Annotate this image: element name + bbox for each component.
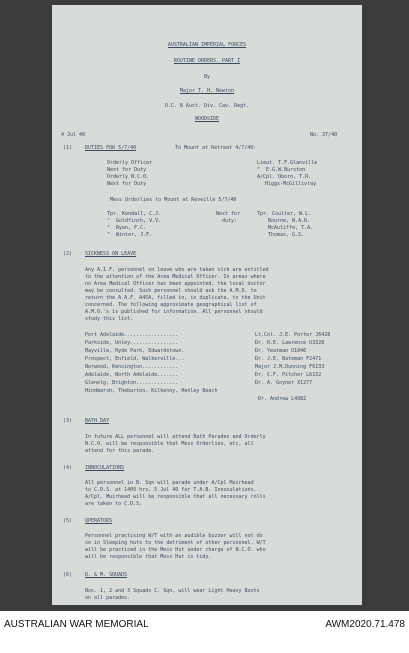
area-name: Port Adelaide.................. bbox=[85, 332, 179, 338]
section-title: DUTIES FOR 5/7/40 bbox=[85, 145, 137, 151]
area-doctor: Dr. Yeatman U1046 bbox=[255, 348, 307, 354]
paragraph-line: to the attention of the Area Medical Officer. In areas where bbox=[85, 274, 266, 280]
footer-bar bbox=[0, 611, 409, 653]
paragraph-line: Any A.I.F. personnel on leave who are taken sick are entitled bbox=[85, 267, 269, 273]
paragraph-line: will be practiced in the Mess Hut under charge of N.C.O. who bbox=[85, 547, 266, 553]
paragraph-line: return the A.A.F. A45A, filled in, in duplicate, to the Unit bbox=[85, 295, 266, 301]
mess-orderly-next: Bourne, W.A.R. bbox=[268, 218, 311, 224]
area-doctor: Dr. J.E. Bateman F2471 bbox=[255, 356, 322, 362]
section-number: (4) bbox=[63, 465, 73, 471]
section-title: BATH DAY bbox=[85, 418, 110, 424]
section-number: (1) bbox=[63, 145, 73, 151]
paragraph-line: so in Sleeping huts to the detriment of other personnel. W/T bbox=[85, 540, 266, 546]
header-officer: Major T. H. Newton bbox=[179, 88, 235, 94]
section-number: (6) bbox=[63, 572, 73, 578]
paragraph-line: are taken to C.D.S. bbox=[85, 501, 143, 507]
duty-role: Next for Duty bbox=[107, 181, 147, 187]
mess-orderly-next: McAuliffe, T.A. bbox=[268, 225, 314, 231]
paragraph-line: study this list. bbox=[85, 316, 134, 322]
paragraph-line: Personnel practising W/T with an audible buzzer will not do bbox=[85, 533, 263, 539]
area-name: Mayville, Hyde Park, Edwardstown. bbox=[85, 348, 185, 354]
section-number: (5) bbox=[63, 518, 73, 524]
paragraph-line: to C.D.S. at 1400 hrs. 5 Jul 40 for T.A.B. Innoculations. bbox=[85, 487, 257, 493]
area-name: Prospect, Enfield, Walkerville... bbox=[85, 356, 185, 362]
footer-credit: AUSTRALIAN WAR MEMORIAL bbox=[4, 619, 149, 630]
duty-role: Orderly N.C.O. bbox=[107, 174, 150, 180]
paragraph-line: A/Cpl. Muirhead will be responsible that all necessary rolls bbox=[85, 494, 266, 500]
paragraph-line: no Area Medical Officer has been appointed, the local doctor bbox=[85, 281, 266, 287]
mess-orderly: Tpr. Kendall, C.J. bbox=[107, 211, 162, 217]
section-number: (3) bbox=[63, 418, 73, 424]
paragraph-line: A.M.O.'s is published for information. All personnel should bbox=[85, 309, 263, 315]
mess-orderly-next: Thomas, G.S. bbox=[268, 232, 305, 238]
section-title: OPERATORS bbox=[85, 518, 113, 524]
area-doctor: Dr. A. Goyner X1277 bbox=[255, 380, 313, 386]
footer-accession-number: AWM2020.71.478 bbox=[325, 619, 405, 630]
area-doctor: Dr. C.F. Pitcher L6152 bbox=[255, 372, 322, 378]
order-number: No. 37/40 bbox=[310, 132, 338, 138]
section-title: SICKNESS ON LEAVE bbox=[85, 251, 137, 257]
duty-person: Higgs-McGillivray bbox=[265, 181, 317, 187]
area-name: Norwood, Kensington............ bbox=[85, 364, 179, 370]
area-name: Adelaide, North Adelaide....... bbox=[85, 372, 179, 378]
mess-orderly: " Goldfinch, V.V. bbox=[107, 218, 162, 224]
section-number: (2) bbox=[63, 251, 73, 257]
header-by: By bbox=[203, 74, 211, 80]
paragraph-line: In future ALL personnel will attend Bath Parades and Orderly bbox=[85, 434, 266, 440]
section-title: D. & M. SQUADS bbox=[85, 572, 128, 578]
area-doctor: Lt.Col. J.E. Porter J6428 bbox=[255, 332, 331, 338]
paragraph-line: on all parades. bbox=[85, 595, 131, 601]
paragraph-line: concerned. The following approximate geographical list of bbox=[85, 302, 257, 308]
paragraph-line: will be responsible that Mess Hut is tidy. bbox=[85, 554, 212, 560]
header-location: WOODSIDE bbox=[194, 116, 220, 122]
area-name: Parkside, Unley................ bbox=[85, 340, 179, 346]
area-doctor: Dr. Andrew L4982 bbox=[258, 396, 307, 402]
area-name: Hindmarsh, Thebarton, Kilkenny, Henley Beach bbox=[85, 388, 218, 394]
duty-role: Next for Duty bbox=[107, 167, 147, 173]
section-subtitle: To Mount at Retreat 4/7/40: bbox=[175, 145, 257, 151]
area-doctor: Dr. R.E. Lawrence U3328 bbox=[255, 340, 325, 346]
order-date: 4 Jul 40 bbox=[61, 132, 86, 138]
next-for-duty-label: Next for bbox=[216, 211, 241, 217]
area-name: Glenelg, Brighton.............. bbox=[85, 380, 179, 386]
mess-orderly: " Winter, J.F. bbox=[107, 232, 153, 238]
duty-person: Lieut. T.F.Glanville bbox=[257, 160, 318, 166]
header-title: AUSTRALIAN IMPERIAL FORCES bbox=[167, 42, 247, 48]
mess-orderlies-title: Mess Orderlies to Mount at Reveille 5/7/40 bbox=[110, 197, 237, 203]
header-subtitle: ROUTINE ORDERS. PART I bbox=[173, 58, 241, 64]
paragraph-line: All personnel in B. Sqn will parade under A/Cpl Muirhead bbox=[85, 480, 254, 486]
mess-orderly: " Ryan, F.C. bbox=[107, 225, 147, 231]
paragraph-line: may be consulted. Such personnel should ask the A.M.O. to bbox=[85, 288, 257, 294]
section-title: INNOCULATIONS bbox=[85, 465, 125, 471]
header-unit: O.C. 8 Aust. Div. Cav. Regt. bbox=[164, 103, 250, 109]
next-for-duty-label: duty: bbox=[222, 218, 238, 224]
duty-role: Orderly Officer bbox=[107, 160, 153, 166]
area-doctor: Major J.M.Dunning F6133 bbox=[255, 364, 325, 370]
paragraph-line: N.C.O. will be responsible that Mess Orderlies, etc, all bbox=[85, 441, 254, 447]
mess-orderly-next: Tpr. Coulter, W.L. bbox=[257, 211, 312, 217]
paragraph-line: Nos. 1, 2 and 3 Squads C. Sqn. will wear Light Heavy Boots bbox=[85, 588, 260, 594]
paragraph-line: attend for this parade. bbox=[85, 448, 155, 454]
duty-person: A/Cpl. Oborn, T.R. bbox=[257, 174, 312, 180]
duty-person: " E.G.W.Burston bbox=[257, 167, 306, 173]
document-page bbox=[52, 5, 362, 605]
